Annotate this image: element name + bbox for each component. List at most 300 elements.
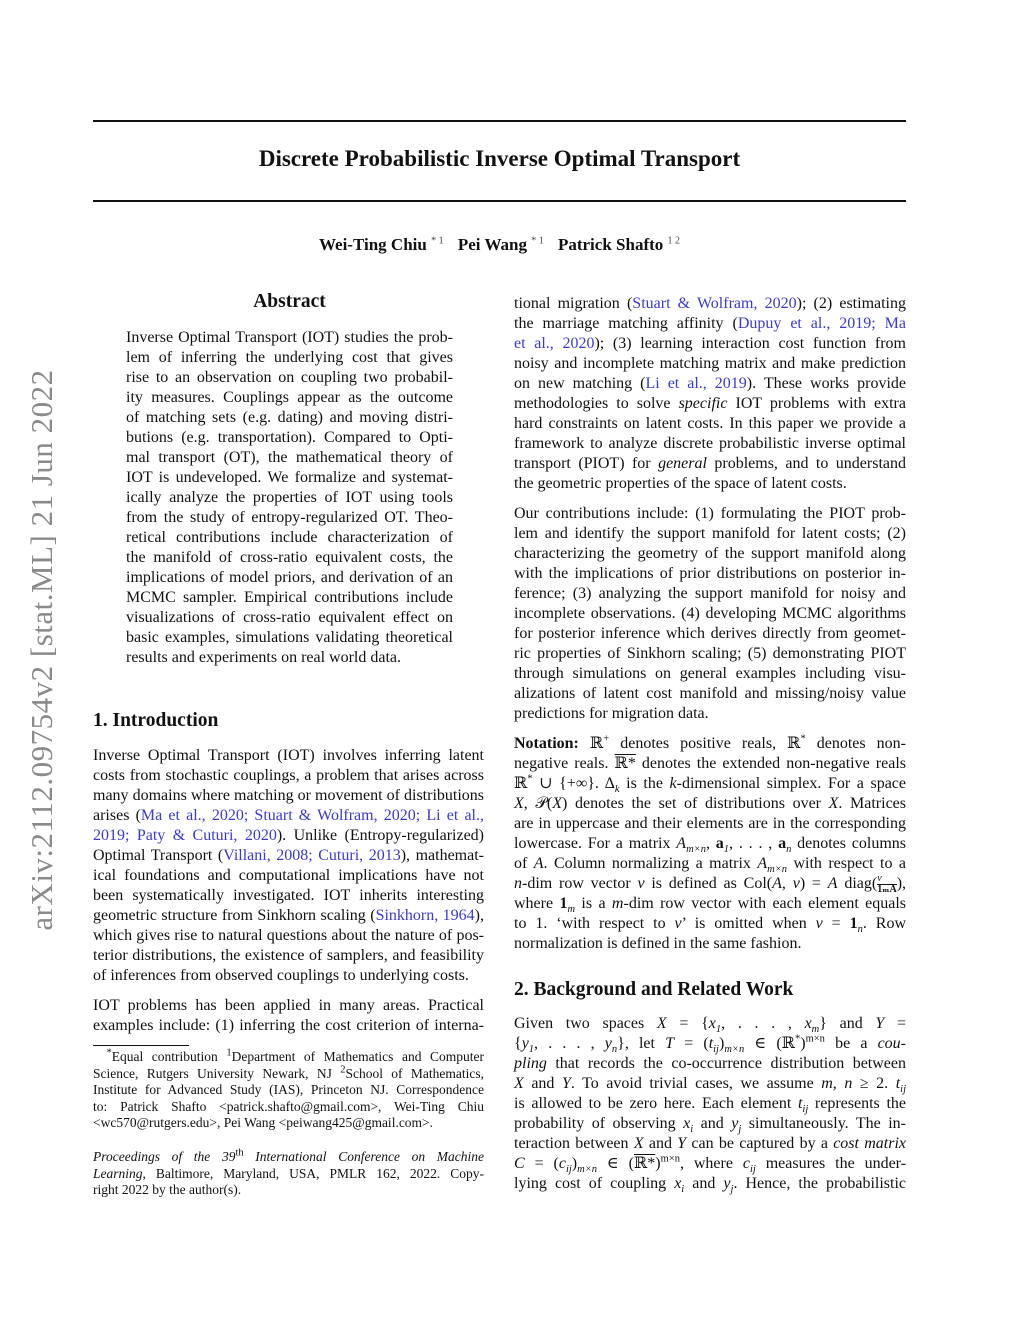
text-line xyxy=(514,1014,906,1034)
paper-title: Discrete Probabilistic Inverse Optimal Transport xyxy=(258,146,741,171)
author-name: Patrick Shafto xyxy=(557,235,664,254)
text-run: IOT is undeveloped. We formalize and systemat- xyxy=(126,469,453,486)
text-run: problems, and to understand xyxy=(706,455,906,472)
text-run: to: Patrick Shafto <patrick.shafto@gmail.com>, Wei-Ting Chiu xyxy=(93,1098,484,1114)
text-run: = ( xyxy=(674,1035,709,1052)
subscript: i xyxy=(690,1124,694,1136)
italic-text: x xyxy=(804,1015,812,1032)
citation-link[interactable]: 2019; Paty & Cuturi, 2020 xyxy=(93,827,277,844)
italic-text: X xyxy=(552,795,563,812)
text-run: Department of Mathematics and Computer xyxy=(231,1049,484,1064)
overlined-symbol: ℝ* xyxy=(634,1155,656,1172)
subscript: ij xyxy=(749,1164,756,1176)
superscript: * xyxy=(800,733,806,745)
text-run: ). Unlike (Entropy-regularized) xyxy=(276,827,485,844)
text-run: . Hence, the probabilistic xyxy=(733,1175,906,1192)
text-run: where xyxy=(514,895,560,912)
italic-text: t xyxy=(895,1075,901,1092)
text-run: . Column normalizing a matrix xyxy=(543,855,758,872)
arxiv-stamp: arXiv:2112.09754v2 [stat.ML] 21 Jun 2022 xyxy=(24,369,59,931)
text-run: through simulations on general examples including visu- xyxy=(514,665,906,682)
text-run: with the implications of prior distributions on posterior in- xyxy=(514,565,906,582)
text-run xyxy=(93,1049,107,1064)
text-line xyxy=(126,608,453,628)
subscript: 1 xyxy=(528,1044,535,1056)
text-line xyxy=(514,834,906,854)
proceedings-note xyxy=(93,1149,484,1199)
text-run: { xyxy=(514,1035,522,1052)
text-line xyxy=(514,434,906,454)
text-run: ), mathemat- xyxy=(400,847,484,864)
fraction xyxy=(877,874,897,895)
text-line xyxy=(93,906,484,926)
text-line xyxy=(93,1049,484,1066)
text-line xyxy=(514,314,906,334)
text-line xyxy=(126,568,453,588)
author-affiliation: * 1 xyxy=(431,235,444,247)
text-run: methodologies to solve xyxy=(514,395,679,412)
text-run: characterizing the geometry of the support manifold along xyxy=(514,545,906,562)
text-run: Equal contribution xyxy=(111,1049,227,1064)
text-run: ). These works provide xyxy=(746,375,906,392)
italic-text: X xyxy=(514,795,524,812)
text-run: , 𝒫( xyxy=(523,795,553,812)
text-run: ’ is omitted when xyxy=(681,915,816,932)
title-bottom-rule xyxy=(93,200,906,202)
text-run: tional migration ( xyxy=(514,295,633,312)
italic-text: c xyxy=(742,1155,750,1172)
contributions-paragraph xyxy=(514,504,906,724)
text-line xyxy=(514,754,906,774)
subscript: j xyxy=(730,1184,734,1196)
text-run: ) xyxy=(718,1035,725,1052)
text-line xyxy=(514,934,906,954)
text-run: of xyxy=(514,855,534,872)
text-run: to 1. ‘with respect to xyxy=(514,915,675,932)
superscript: * xyxy=(527,773,533,785)
text-run: ) xyxy=(571,1155,578,1172)
italic-text: general xyxy=(658,455,707,472)
background-heading: 2. Background and Related Work xyxy=(514,979,794,1000)
text-run: = ( xyxy=(524,1155,559,1172)
text-line xyxy=(514,584,906,604)
text-line xyxy=(514,814,906,834)
text-run: with respect to a xyxy=(787,855,906,872)
subscript: ij xyxy=(802,1104,809,1116)
text-run: . To avoid trivial cases, we assume xyxy=(570,1075,822,1092)
text-line xyxy=(93,826,484,846)
text-line xyxy=(514,1074,906,1094)
text-run: = xyxy=(822,915,850,932)
subscript: k xyxy=(614,784,620,796)
text-line xyxy=(93,1066,484,1083)
text-run: mal transport (OT), the mathematical theory of xyxy=(126,449,453,466)
text-line xyxy=(514,604,906,624)
text-run: the manifold of cross-ratio equivalent costs, the xyxy=(126,549,453,566)
citation-link[interactable]: Stuart & Wolfram, 2020 xyxy=(632,295,797,312)
text-run: ) denotes the set of distributions over xyxy=(562,795,829,812)
text-run: = { xyxy=(666,1015,709,1032)
text-run: IOT problems with extra xyxy=(727,395,906,412)
italic-text: Y xyxy=(875,1015,885,1032)
text-run: ℝ xyxy=(578,735,604,752)
text-run: denotes columns xyxy=(791,835,907,852)
text-run: of inferences from observed couplings to underlying costs. xyxy=(93,967,469,984)
italic-text: pling xyxy=(514,1055,547,1072)
text-line xyxy=(514,374,906,394)
author-affiliation: 1 2 xyxy=(667,235,681,247)
text-line xyxy=(514,524,906,544)
italic-text: c xyxy=(558,1155,566,1172)
text-line xyxy=(514,474,906,494)
citation-link[interactable]: Dupuy et al., 2019; Ma xyxy=(737,315,906,332)
text-run: negative reals. xyxy=(514,755,615,772)
text-line xyxy=(514,874,906,894)
author-affiliation: * 1 xyxy=(531,235,544,247)
author xyxy=(458,235,544,254)
text-run: examples include: (1) inferring the cost criterion of interna- xyxy=(93,1017,484,1034)
text-run: , . . . , xyxy=(534,1035,605,1052)
text-run: <wc570@rutgers.edu>, Pei Wang <peiwang425@gmail.com>. xyxy=(93,1115,434,1131)
text-run: } and xyxy=(819,1015,876,1032)
text-run: noisy and incomplete matching matrix and make prediction xyxy=(514,355,906,372)
text-line xyxy=(514,1034,906,1054)
text-line xyxy=(514,734,906,754)
italic-text: Y xyxy=(677,1135,687,1152)
footnote-rule xyxy=(93,1045,189,1046)
superscript: m×n xyxy=(805,1033,825,1045)
text-run: is defined as Col( xyxy=(644,875,773,893)
text-line xyxy=(93,1166,484,1183)
text-run: ), xyxy=(474,907,484,924)
text-line xyxy=(93,846,484,866)
italic-text: x xyxy=(708,1015,716,1032)
italic-text: y xyxy=(521,1035,529,1052)
subscript: i xyxy=(681,1184,685,1196)
author xyxy=(558,235,680,254)
italic-text: Y xyxy=(561,1075,571,1092)
text-run: measures the under- xyxy=(755,1155,907,1172)
text-run: and xyxy=(643,1135,678,1152)
italic-text: C xyxy=(514,1155,525,1172)
citation-link[interactable]: Ma et al., 2020; Stuart & Wolfram, 2020; Li et al., xyxy=(140,807,484,824)
italic-text: y xyxy=(604,1035,612,1052)
bold-text: a xyxy=(778,835,787,852)
italic-text: k xyxy=(669,775,677,792)
text-line xyxy=(514,1154,906,1174)
text-run: been systematically investigated. IOT inherits interesting xyxy=(93,887,484,904)
italic-text: X xyxy=(828,795,839,812)
text-line xyxy=(126,468,453,488)
text-run: probability of observing xyxy=(514,1115,684,1132)
text-run: of matching sets (e.g. dating) and moving distri- xyxy=(126,409,453,426)
overlined-symbol: ℝ* xyxy=(614,755,636,772)
denominator: 1ₘA xyxy=(877,884,897,895)
text-run: Inverse Optimal Transport (IOT) studies the prob- xyxy=(126,329,453,346)
text-line xyxy=(93,1115,484,1132)
superscript: * xyxy=(106,1047,112,1059)
text-line xyxy=(93,886,484,906)
italic-text: cou- xyxy=(877,1035,907,1052)
text-line xyxy=(514,684,906,704)
text-run: retical contributions include characterization of xyxy=(126,529,453,546)
italic-text: x xyxy=(674,1175,682,1192)
notation-paragraph xyxy=(514,734,906,954)
text-line xyxy=(514,704,906,724)
text-run: many domains where matching or movement of distributions xyxy=(93,787,484,804)
subscript: m×n xyxy=(767,864,788,876)
subscript: m×n xyxy=(686,844,706,856)
subscript: ij xyxy=(900,1084,907,1096)
text-run: . Matrices xyxy=(838,795,906,812)
footnote xyxy=(93,1049,484,1132)
text-line xyxy=(514,914,906,934)
text-line xyxy=(514,354,906,374)
text-line xyxy=(126,508,453,528)
text-run: denotes positive reals, ℝ xyxy=(609,735,801,752)
text-line xyxy=(514,394,906,414)
text-run: are in uppercase and their elements are in the corresponding xyxy=(514,815,906,832)
text-line xyxy=(93,966,484,986)
intro-paragraph-1 xyxy=(93,746,484,986)
text-run: framework to analyze discrete probabilistic inverse optimal xyxy=(514,435,906,452)
subscript: m×n xyxy=(577,1164,598,1176)
text-run: = xyxy=(884,1015,907,1032)
text-line xyxy=(126,588,453,608)
subscript: m×n xyxy=(724,1044,745,1056)
text-run: MCMC sampler. Empirical contributions include xyxy=(126,589,453,606)
text-line xyxy=(126,328,453,348)
text-line xyxy=(93,786,484,806)
text-run: which gives rise to natural questions about the nature of pos- xyxy=(93,927,484,944)
subscript: ij xyxy=(565,1164,572,1176)
text-run: visualizations of cross-ratio equivalent effect on xyxy=(126,609,453,626)
text-line xyxy=(514,1174,906,1194)
text-run: basic examples, simulations validating theoretical xyxy=(126,629,453,646)
text-line xyxy=(126,548,453,568)
text-run: ℝ xyxy=(514,775,528,792)
text-line xyxy=(93,806,484,826)
text-line xyxy=(93,996,484,1016)
text-run: IOT problems has been applied in many areas. Practical xyxy=(93,997,484,1014)
text-run: ric properties of Sinkhorn scaling; (5) demonstrating PIOT xyxy=(514,645,906,662)
text-line xyxy=(93,926,484,946)
author-name: Wei-Ting Chiu xyxy=(318,235,427,254)
text-line xyxy=(126,448,453,468)
text-line xyxy=(126,408,453,428)
italic-text: T xyxy=(665,1035,675,1052)
text-line xyxy=(514,564,906,584)
subscript: m xyxy=(811,1024,820,1036)
subscript: 1 xyxy=(723,844,730,856)
superscript: m×n xyxy=(660,1153,680,1165)
text-run: ference; (3) analyzing the support manifold for noisy and xyxy=(514,585,906,602)
abstract-heading: Abstract xyxy=(253,291,326,312)
superscript: + xyxy=(603,733,610,745)
text-line xyxy=(514,414,906,434)
citation-link[interactable]: et al., 2020 xyxy=(514,335,595,352)
italic-text: ν xyxy=(637,875,645,893)
author-name: Pei Wang xyxy=(457,235,527,254)
text-run: is the xyxy=(619,775,670,792)
text-run: ical foundations and computational implications have not xyxy=(93,867,484,884)
text-line xyxy=(93,866,484,886)
italic-text: Learning xyxy=(93,1165,143,1181)
text-run: denotes the extended non-negative reals xyxy=(635,755,906,772)
citation-link[interactable]: Sinkhorn, 1964 xyxy=(375,907,475,924)
text-run: lem of inferring the underlying cost that gives xyxy=(126,349,453,366)
citation-link[interactable]: Villani, 2008; Cuturi, 2013 xyxy=(223,847,401,864)
text-run: ) xyxy=(800,1035,806,1052)
text-line xyxy=(126,628,453,648)
text-run: ≥ 2. xyxy=(852,1075,896,1092)
text-run: School of Mathematics, xyxy=(345,1065,484,1081)
text-run: terior distributions, the existence of samplers, and feasibility xyxy=(93,947,484,964)
text-run: }, let xyxy=(617,1035,666,1052)
text-run: alizations of latent cost manifold and missing/noisy value xyxy=(514,685,906,702)
italic-text: X xyxy=(633,1135,644,1152)
text-run: ∈ (ℝ xyxy=(744,1035,795,1052)
text-run: is allowed to be zero here. Each element xyxy=(514,1095,798,1112)
text-run: ); (2) estimating xyxy=(796,295,907,312)
text-run: lem and identify the support manifold for latent costs; (2) xyxy=(514,525,906,542)
text-line xyxy=(514,894,906,914)
text-line xyxy=(93,1149,484,1166)
text-line xyxy=(126,428,453,448)
background-paragraph xyxy=(514,1014,906,1194)
superscript: 1 xyxy=(226,1047,232,1059)
italic-text: X xyxy=(656,1015,667,1032)
italic-text: n xyxy=(514,875,522,893)
text-run: simultaneously. The in- xyxy=(741,1115,907,1132)
text-run: ) xyxy=(655,1155,661,1172)
text-run: from the study of entropy-regularized OT. Theo- xyxy=(126,509,453,526)
text-run: can be captured by a xyxy=(686,1135,834,1152)
superscript: 2 xyxy=(340,1064,346,1076)
text-run: right 2022 by the author(s). xyxy=(93,1182,242,1198)
italic-text: International Conference on Machine xyxy=(243,1149,484,1164)
italic-text: A xyxy=(676,835,687,852)
text-run: Inverse Optimal Transport (IOT) involves inferring latent xyxy=(93,747,484,764)
intro-paragraph-2 xyxy=(93,996,484,1036)
text-run: , . . . , xyxy=(729,835,779,852)
text-line xyxy=(93,746,484,766)
text-line xyxy=(514,774,906,794)
text-run: butions (e.g. transportation). Compared to Opti- xyxy=(126,429,453,446)
text-run: hard constraints on latent costs. In this paper we provide a xyxy=(514,415,906,432)
text-line xyxy=(126,348,453,368)
superscript: th xyxy=(235,1147,244,1159)
text-run: results and experiments on real world data. xyxy=(126,649,402,666)
text-run: represents the xyxy=(808,1095,907,1112)
text-line xyxy=(93,1082,484,1099)
text-line xyxy=(514,854,906,874)
text-run: Our contributions include: (1) formulating the PIOT prob- xyxy=(514,505,906,522)
text-line xyxy=(514,454,906,474)
text-run: -dim row vector with each element equals xyxy=(623,895,907,912)
italic-text: y xyxy=(723,1175,731,1192)
text-run: and xyxy=(693,1115,732,1132)
text-line xyxy=(514,1114,906,1134)
text-run: diag( xyxy=(837,875,878,893)
text-line xyxy=(514,664,906,684)
text-run: ) = xyxy=(799,875,828,893)
text-run: teraction between xyxy=(514,1135,634,1152)
subscript: 1 xyxy=(715,1024,722,1036)
text-run: on new matching ( xyxy=(514,375,646,392)
text-run: and xyxy=(523,1075,562,1092)
subscript: m xyxy=(567,904,576,916)
text-run: geometric structure from Sinkhorn scaling ( xyxy=(93,907,376,924)
text-line xyxy=(93,1016,484,1036)
text-run: incomplete observations. (4) developing MCMC algorithms xyxy=(514,605,906,622)
bold-text: 1 xyxy=(849,915,858,932)
text-run: -dim row vector xyxy=(522,875,638,893)
text-run: ∈ ( xyxy=(597,1155,634,1172)
text-run: Given two spaces xyxy=(514,1015,657,1032)
italic-text: m xyxy=(611,895,624,912)
abstract-body xyxy=(126,328,453,668)
text-run: is a xyxy=(575,895,612,912)
bold-text: Notation: xyxy=(514,735,579,752)
text-line xyxy=(514,504,906,524)
top-rule xyxy=(93,120,906,122)
bold-text: a xyxy=(715,835,724,852)
italic-text: ν xyxy=(792,875,800,893)
text-run: , xyxy=(781,875,793,893)
text-run: ically analyze the properties of IOT using tools xyxy=(126,489,453,506)
text-run: lowercase. For a matrix xyxy=(514,835,677,852)
text-line xyxy=(93,766,484,786)
text-run: rise to an observation on coupling two probabil- xyxy=(126,369,453,386)
citation-link[interactable]: Li et al., 2019 xyxy=(645,375,747,392)
text-line xyxy=(126,488,453,508)
text-run: the marriage matching affinity ( xyxy=(514,315,738,332)
bold-text: 1 xyxy=(559,895,568,912)
text-run: , . . . , xyxy=(721,1015,805,1032)
superscript: * xyxy=(795,1033,801,1045)
text-run: , where xyxy=(679,1155,743,1172)
text-run: , xyxy=(705,835,716,852)
subscript: j xyxy=(738,1124,742,1136)
italic-text: A xyxy=(757,855,768,872)
italic-text: x xyxy=(683,1115,691,1132)
text-run: ), xyxy=(896,875,907,893)
text-line xyxy=(514,1054,906,1074)
text-run: -dimensional simplex. For a space xyxy=(676,775,906,792)
italic-text: ν xyxy=(815,915,823,932)
text-line xyxy=(514,624,906,644)
subscript: n xyxy=(611,1044,618,1056)
italic-text: A xyxy=(533,855,544,872)
italic-text: A xyxy=(827,875,838,893)
text-run: Optimal Transport ( xyxy=(93,847,224,864)
italic-text: cost matrix xyxy=(833,1135,907,1152)
text-run: that records the co-occurrence distribution between xyxy=(546,1055,906,1072)
italic-text: y xyxy=(731,1115,739,1132)
text-run: costs from stochastic couplings, a problem that arises across xyxy=(93,767,484,784)
text-run: and xyxy=(684,1175,724,1192)
text-run: transport (PIOT) for xyxy=(514,455,659,472)
text-run: arises ( xyxy=(93,807,141,824)
italic-text: A xyxy=(772,875,782,893)
intro-heading: 1. Introduction xyxy=(93,710,219,731)
text-run: Institute for Advanced Study (IAS), Princeton NJ. Correspondence xyxy=(93,1082,484,1098)
text-run: denotes non- xyxy=(805,735,907,752)
right-paragraph-1 xyxy=(514,294,906,494)
author-list xyxy=(93,235,906,255)
subscript: n xyxy=(857,924,863,936)
